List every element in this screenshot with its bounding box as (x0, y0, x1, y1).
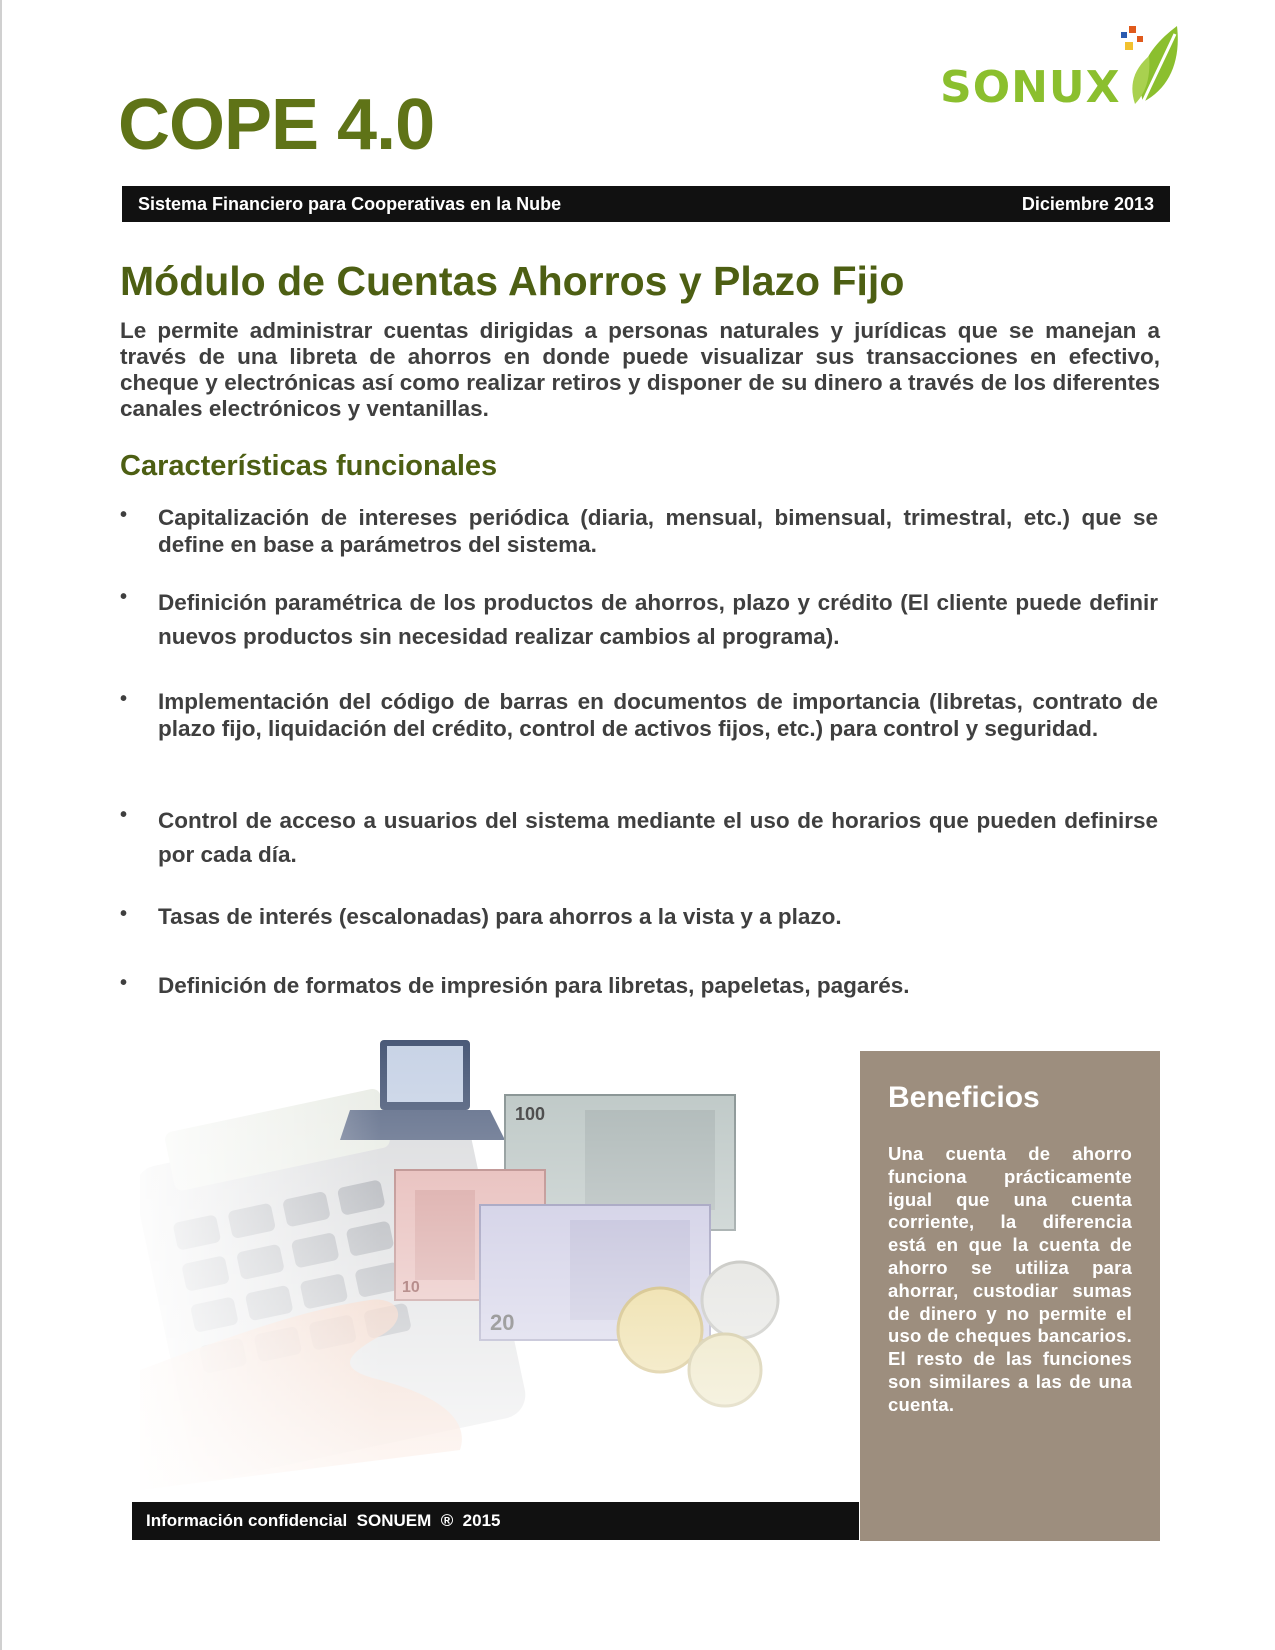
bullet-icon: • (120, 804, 128, 826)
feature-text: Implementación del código de barras en documentos de importancia (libretas, contrato de plazo fijo, liquidación del crédito, control de activos fijos, etc.) para control y seguridad. (158, 689, 1158, 741)
benefits-text: Una cuenta de ahorro funciona prácticamente igual que una cuenta corriente, la diferencia está en que la cuenta de ahorro se utiliza para ahorrar, custodiar sumas de dinero y no permite el uso de cheques bancarios. El resto de las funciones son similares a las de una cuenta. (888, 1143, 1132, 1415)
footer-text: Información confidencial SONUEM ® 2015 (146, 1511, 501, 1530)
page-title: COPE 4.0 (118, 85, 435, 165)
sonux-logo (940, 20, 1180, 120)
header-bar (122, 186, 1170, 222)
benefits-title: Beneficios (888, 1081, 1040, 1114)
bullet-icon: • (120, 903, 128, 925)
feature-text: Definición paramétrica de los productos de ahorros, plazo y crédito (El cliente puede definir nuevos productos sin necesidad realizar cambios al programa). (158, 590, 1158, 649)
header-date: Diciembre 2013 (1021, 193, 1154, 214)
page-edge (0, 0, 2, 1650)
feature-text: Definición de formatos de impresión para libretas, papeletas, pagarés. (158, 973, 910, 998)
footer-bar (132, 1502, 859, 1540)
benefits-panel (860, 1051, 1160, 1541)
logo-text: SONUX (940, 62, 1121, 113)
leaf-icon (1115, 20, 1185, 110)
module-title: Módulo de Cuentas Ahorros y Plazo Fijo (120, 258, 905, 304)
features-heading: Características funcionales (120, 450, 498, 482)
feature-text: Tasas de interés (escalonadas) para ahorros a la vista y a plazo. (158, 904, 842, 929)
intro-paragraph: Le permite administrar cuentas dirigidas a personas naturales y jurídicas que se manejan a través de una libreta de ahorros en donde puede visualizar sus transacciones en efectivo, cheque y electrónicas así como realizar retiros y disponer de su dinero a través de los diferentes canales electrónicos y ventanillas. (120, 318, 1160, 421)
bullet-icon: • (120, 688, 128, 710)
header-subtitle: Sistema Financiero para Cooperativas en la Nube (138, 193, 562, 214)
bullet-icon: • (120, 972, 128, 994)
bullet-icon: • (120, 586, 128, 608)
bullet-icon: • (120, 504, 128, 526)
feature-text: Control de acceso a usuarios del sistema mediante el uso de horarios que pueden definirse por cada día. (158, 808, 1158, 867)
feature-text: Capitalización de intereses periódica (diaria, mensual, bimensual, trimestral, etc.) que se define en base a parámetros del sistema. (158, 505, 1158, 557)
finance-illustration (140, 1040, 830, 1490)
